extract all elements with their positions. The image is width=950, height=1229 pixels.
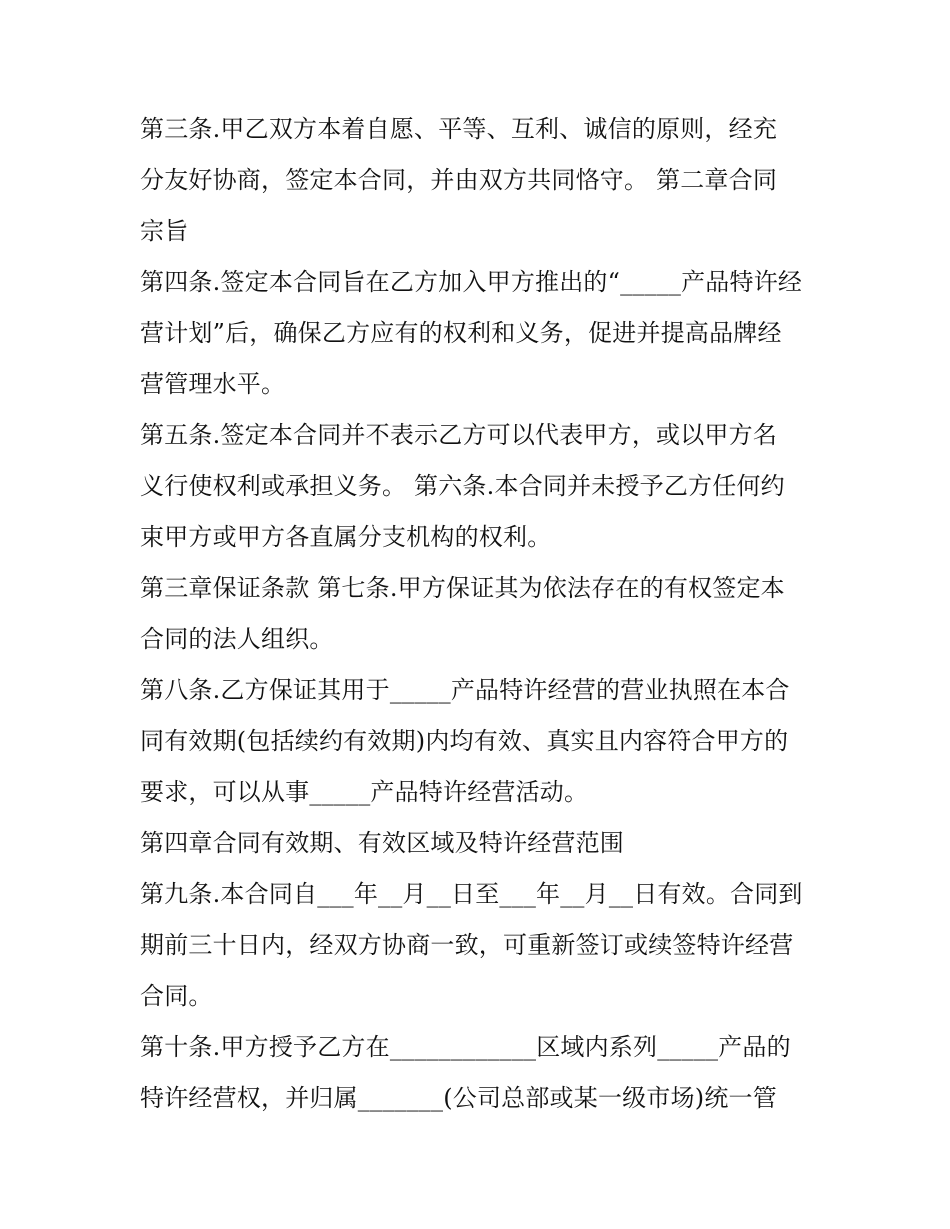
text-line: 合同。 bbox=[140, 982, 213, 1010]
document-body bbox=[140, 104, 820, 1124]
text-line: 要求，可以从事_____产品特许经营活动。 bbox=[140, 778, 589, 806]
text-line: 第十条.甲方授予乙方在____________区域内系列_____产品的 bbox=[140, 1033, 791, 1061]
text-line: 第三章保证条款 第七条.甲方保证其为依法存在的有权签定本 bbox=[140, 574, 785, 602]
text-line: 第五条.签定本合同并不表示乙方可以代表甲方，或以甲方名 bbox=[140, 421, 778, 449]
text-line: 束甲方或甲方各直属分支机构的权利。 bbox=[140, 523, 552, 551]
text-line: 第八条.乙方保证其用于_____产品特许经营的营业执照在本合 bbox=[140, 676, 790, 704]
text-line: 期前三十日内，经双方协商一致，可重新签订或续签特许经营 bbox=[140, 931, 794, 959]
text-line: 宗旨 bbox=[140, 217, 189, 245]
text-line: 义行使权利或承担义务。 第六条.本合同并未授予乙方任何约 bbox=[140, 472, 785, 500]
text-line: 第四章合同有效期、有效区域及特许经营范围 bbox=[140, 829, 624, 857]
text-line: 同有效期(包括续约有效期)内均有效、真实且内容符合甲方的 bbox=[140, 727, 789, 755]
text-line: 分友好协商，签定本合同，并由双方共同恪守。 第二章合同 bbox=[140, 166, 778, 194]
text-line: 第三条.甲乙双方本着自愿、平等、互利、诚信的原则，经充 bbox=[140, 115, 778, 143]
text-line: 特许经营权，并归属_______(公司总部或某一级市场)统一管 bbox=[140, 1084, 777, 1112]
text-line: 合同的法人组织。 bbox=[140, 625, 334, 653]
text-line: 营管理水平。 bbox=[140, 370, 286, 398]
text-line: 第九条.本合同自___年__月__日至___年__月__日有效。合同到 bbox=[140, 880, 803, 908]
text-line: 营计划”后，确保乙方应有的权利和义务，促进并提高品牌经 bbox=[140, 319, 782, 347]
text-line: 第四条.签定本合同旨在乙方加入甲方推出的“_____产品特许经 bbox=[140, 268, 803, 296]
